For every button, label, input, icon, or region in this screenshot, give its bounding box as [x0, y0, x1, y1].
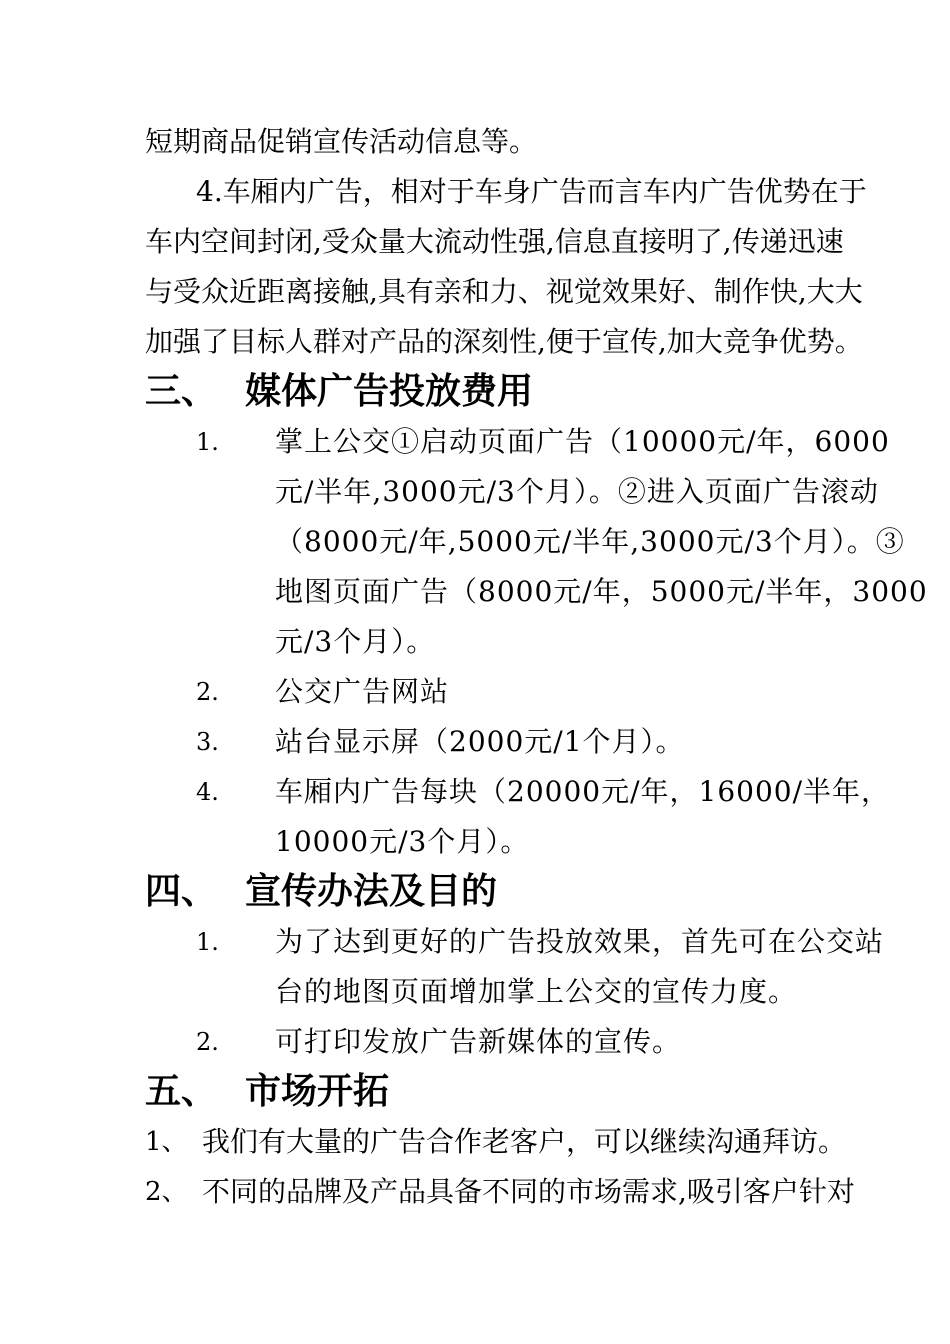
section-title: 市场开拓: [245, 1071, 390, 1112]
list-item-line: 可打印发放广告新媒体的宣传。: [275, 1025, 682, 1058]
section-heading: [145, 1068, 389, 1116]
list-item-line: 为了达到更好的广告投放效果，首先可在公交站: [275, 925, 885, 958]
list-item-line: 10000元/3个月）。: [275, 825, 530, 858]
list-item-line: 公交广告网站: [275, 675, 450, 708]
list-item-number: 1.: [196, 428, 219, 456]
list-item-line: 站台显示屏（2000元/1个月）。: [275, 725, 685, 758]
intro-line: 短期商品促销宣传活动信息等。: [145, 125, 538, 158]
list-item-line: 元/半年,3000元/3个月）。②进入页面广告滚动: [275, 475, 879, 508]
section-number: 五、: [145, 1071, 218, 1112]
intro-para4-line: 与受众近距离接触,具有亲和力、视觉效果好、制作快,大大: [145, 275, 863, 308]
list-item-line: 我们有大量的广告合作老客户，可以继续沟通拜访。: [202, 1125, 847, 1158]
intro-para4-line: 4.车厢内广告，相对于车身广告而言车内广告优势在于: [196, 175, 867, 208]
intro-para4-line: 加强了目标人群对产品的深刻性,便于宣传,加大竞争优势。: [145, 325, 863, 358]
list-item-line: 元/3个月）。: [275, 625, 436, 658]
list-item-line: 地图页面广告（8000元/年，5000元/半年，3000: [275, 575, 928, 608]
list-item-number: 2、: [145, 1177, 188, 1207]
section-number: 三、: [145, 371, 218, 412]
section-title: 媒体广告投放费用: [245, 371, 534, 412]
section-title: 宣传办法及目的: [245, 871, 498, 912]
list-item-number: 2.: [196, 1028, 219, 1056]
list-item-line: 掌上公交①启动页面广告（10000元/年，6000: [275, 425, 890, 458]
section-heading: [145, 368, 533, 416]
list-item-number: 3.: [196, 728, 219, 756]
section-heading: [145, 868, 497, 916]
list-item-line: 台的地图页面增加掌上公交的宣传力度。: [275, 975, 798, 1008]
intro-para4-line: 车内空间封闭,受众量大流动性强,信息直接明了,传递迅速: [145, 225, 844, 258]
list-item-number: 4.: [196, 778, 219, 806]
section-number: 四、: [145, 871, 218, 912]
list-item-line: 不同的品牌及产品具备不同的市场需求,吸引客户针对: [202, 1175, 855, 1208]
list-item-number: 1.: [196, 928, 219, 956]
list-item-number: 1、: [145, 1127, 188, 1157]
list-item-line: 车厢内广告每块（20000元/年，16000/半年，: [275, 775, 891, 808]
list-item-number: 2.: [196, 678, 219, 706]
list-item-line: （8000元/年,5000元/半年,3000元/3个月）。③: [275, 525, 905, 558]
